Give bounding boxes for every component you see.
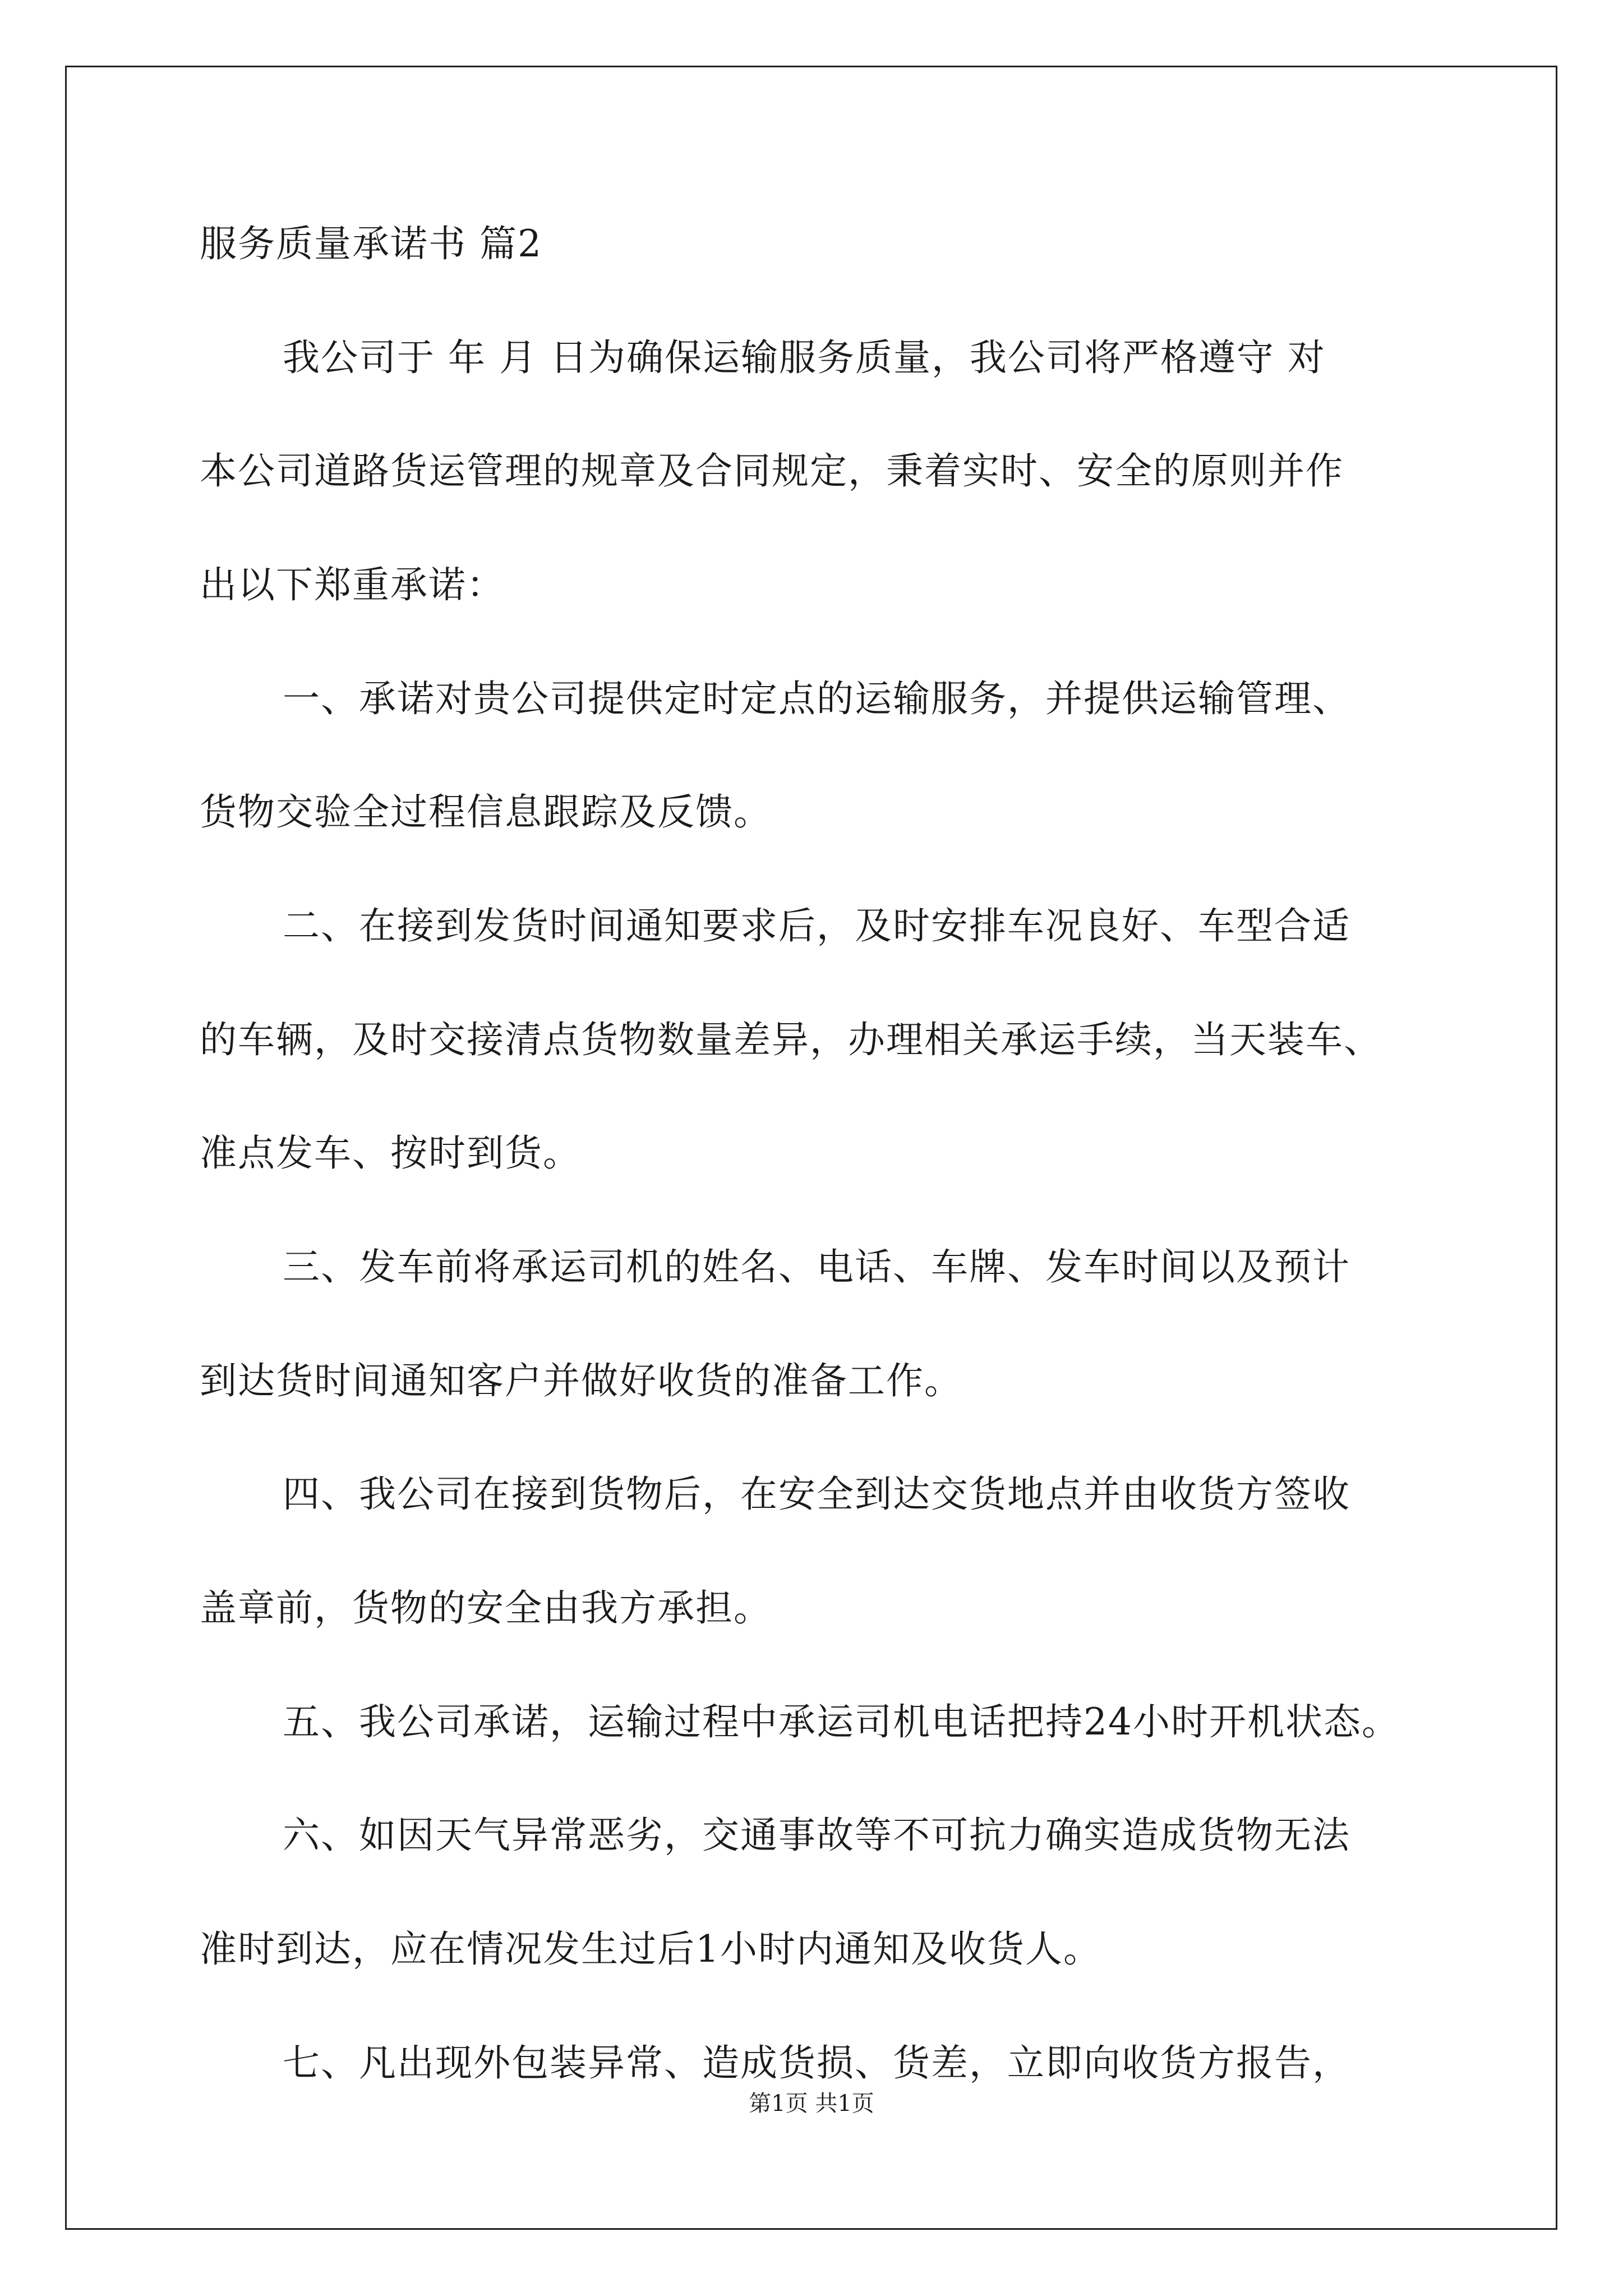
paragraph-line: 本公司道路货运管理的规章及合同规定，秉着实时、安全的原则并作	[200, 449, 1344, 493]
document-title: 服务质量承诺书 篇2	[200, 222, 542, 265]
paragraph-line: 二、在接到发货时间通知要求后，及时安排车况良好、车型合适	[283, 904, 1350, 947]
paragraph-line: 一、承诺对贵公司提供定时定点的运输服务，并提供运输管理、	[283, 677, 1350, 720]
paragraph-line: 出以下郑重承诺：	[200, 563, 505, 606]
paragraph-line: 四、我公司在接到货物后，在安全到达交货地点并由收货方签收	[283, 1473, 1350, 1516]
paragraph-line: 准时到达，应在情况发生过后1小时内通知及收货人。	[200, 1927, 1101, 1971]
paragraph-line: 的车辆，及时交接清点货物数量差异，办理相关承运手续，当天装车、	[200, 1018, 1382, 1061]
paragraph-line: 三、发车前将承运司机的姓名、电话、车牌、发车时间以及预计	[283, 1245, 1350, 1289]
paragraph-line: 我公司于 年 月 日为确保运输服务质量，我公司将严格遵守 对	[283, 336, 1326, 379]
paragraph-line: 七、凡出现外包装异常、造成货损、货差，立即向收货方报告，	[283, 2041, 1350, 2085]
paragraph-line: 盖章前，货物的安全由我方承担。	[200, 1586, 772, 1630]
paragraph-line: 六、如因天气异常恶劣，交通事故等不可抗力确实造成货物无法	[283, 1814, 1350, 1857]
paragraph-line: 五、我公司承诺，运输过程中承运司机电话把持24小时开机状态。	[283, 1700, 1400, 1743]
page-footer: 第1页 共1页	[749, 2091, 874, 2116]
paragraph-line: 到达货时间通知客户并做好收货的准备工作。	[200, 1359, 962, 1402]
paragraph-line: 准点发车、按时到货。	[200, 1131, 581, 1175]
paragraph-line: 货物交验全过程信息跟踪及反馈。	[200, 790, 772, 834]
